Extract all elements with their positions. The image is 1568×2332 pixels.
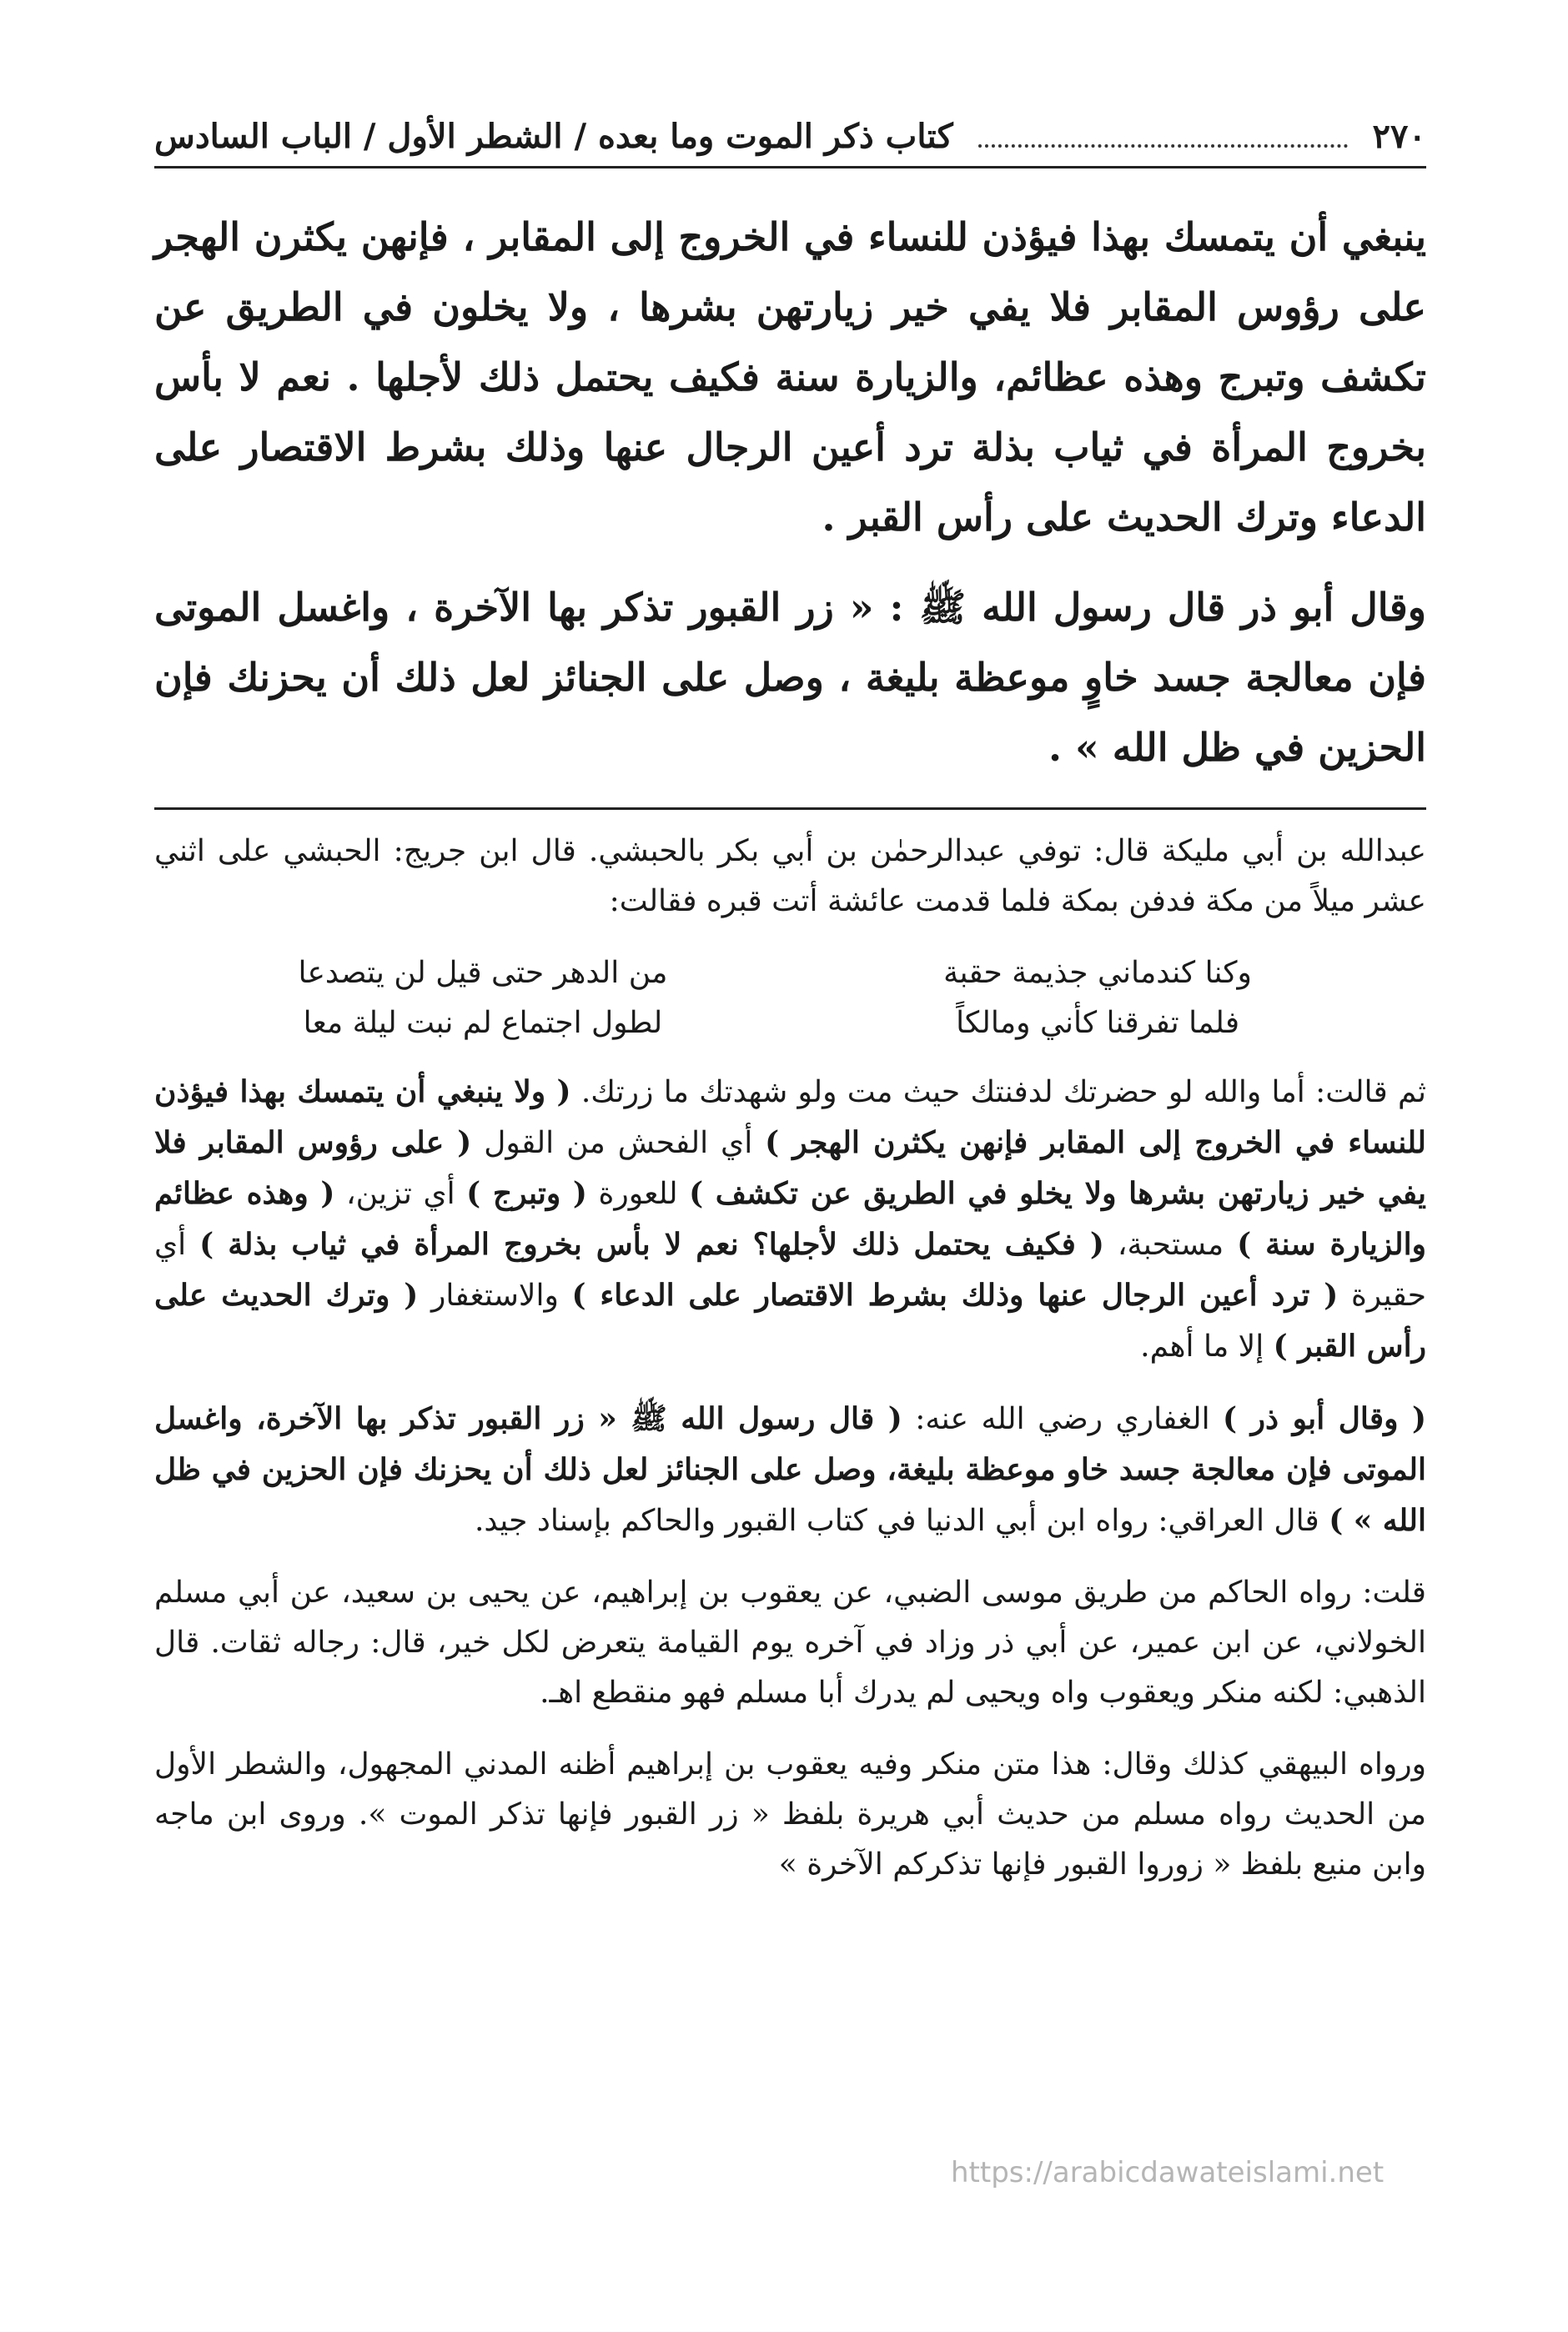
quoted-matn-text: ( ولا ينبغي أن يتمسك بهذا فيؤذن للنساء في الخروج إلى المقابر فإنهن يكثرن الهجر ) bbox=[154, 1074, 1426, 1160]
commentary-text: أي حقيرة bbox=[154, 1228, 1426, 1313]
commentary-paragraph: ورواه البيهقي كذلك وقال: هذا متن منكر وفيه يعقوب بن إبراهيم أظنه المدني المجهول، والشطر الأول من الحديث رواه مسلم من حديث أبي هريرة بلفظ « زر القبور فإنها تذكر الموت ». وروى ابن ماجه وابن منيع بلفظ « زوروا القبور فإنها تذكركم الآخرة » bbox=[154, 1747, 1426, 1882]
poem-hemistich: وكنا كندماني جذيمة حقبة bbox=[943, 956, 1252, 990]
commentary bbox=[154, 827, 1426, 1890]
quoted-matn-text: ( وتبرج ) bbox=[466, 1176, 587, 1211]
poem bbox=[154, 948, 1426, 1048]
running-title: كتاب ذكر الموت وما بعده / الشطر الأول / الباب السادس bbox=[154, 117, 953, 156]
poem-line bbox=[154, 948, 1426, 998]
watermark: https://arabicdawateislami.net bbox=[951, 2156, 1385, 2189]
commentary-text: والاستغفار bbox=[418, 1279, 572, 1313]
running-header bbox=[154, 117, 1426, 168]
poem-hemistich: لطول اجتماع لم نبت ليلة معا bbox=[303, 1006, 663, 1040]
commentary-text: مستحبة، bbox=[1103, 1228, 1238, 1262]
quoted-matn-text: ( وقال أبو ذر ) bbox=[1223, 1401, 1427, 1436]
divider bbox=[154, 807, 1426, 810]
commentary-paragraph: قلت: رواه الحاكم من طريق موسى الضبي، عن يعقوب بن إبراهيم، عن يحيى بن سعيد، عن أبي مسلم الخولاني، عن ابن عمير، عن أبي ذر وزاد في آخره يوم القيامة يتعرض لكل خير، قال: رجاله ثقات. قال الذهبي: لكنه منكر ويعقوب واه ويحيى لم يدرك أبا مسلم فهو منقطع اهـ. bbox=[154, 1576, 1427, 1710]
commentary-paragraph bbox=[154, 1394, 1426, 1546]
commentary-intro: عبدالله بن أبي مليكة قال: توفي عبدالرحمٰن بن أبي بكر بالحبشي. قال ابن جريج: الحبشي على اثني عشر ميلاً من مكة فدفن بمكة فلما قدمت عائشة أتت قبره فقالت: bbox=[154, 834, 1426, 918]
quoted-matn-text: ( فكيف يحتمل ذلك لأجلها؟ نعم لا بأس بخروج المرأة في ثياب بذلة ) bbox=[199, 1227, 1104, 1262]
book-page bbox=[154, 117, 1426, 1912]
quoted-matn-text: ( قال رسول الله ﷺ « زر القبور تذكر بها الآخرة، واغسل الموتى فإن معالجة جسد خاو موعظة بليغة، وصل على الجنائز لعل ذلك أن يحزنك فإن الحزين في ظل الله » ) bbox=[154, 1401, 1426, 1538]
header-dot-leader bbox=[978, 144, 1348, 148]
poem-hemistich: من الدهر حتى قيل لن يتصدعا bbox=[298, 956, 668, 990]
poem-line bbox=[154, 998, 1426, 1048]
quoted-matn-text: ( ترد أعين الرجال عنها وذلك بشرط الاقتصار على الدعاء ) bbox=[571, 1278, 1339, 1313]
quoted-matn-text: ( على رؤوس المقابر فلا يفي خير زيارتهن بشرها ولا يخلو في الطريق عن تكشف ) bbox=[154, 1125, 1426, 1211]
poem-hemistich: فلما تفرقنا كأني ومالكاً bbox=[956, 1006, 1240, 1040]
commentary-text: للعورة bbox=[586, 1177, 690, 1211]
commentary-text: أي تزين، bbox=[334, 1177, 467, 1211]
commentary-text: أي الفحش من القول bbox=[471, 1126, 766, 1160]
main-text bbox=[154, 202, 1426, 782]
quoted-matn-text: ( وترك الحديث على رأس القبر ) bbox=[154, 1278, 1426, 1364]
commentary-paragraph bbox=[154, 1067, 1426, 1372]
commentary-text: ثم قالت: أما والله لو حضرتك لدفنتك حيث مت ولو شهدتك ما زرتك. bbox=[570, 1075, 1426, 1109]
page-number: ٢٧٠ bbox=[1372, 117, 1426, 156]
commentary-text: الغفاري رضي الله عنه: bbox=[902, 1402, 1224, 1436]
main-paragraph: وقال أبو ذر قال رسول الله ﷺ : « زر القبور تذكر بها الآخرة ، واغسل الموتى فإن معالجة جسد خاوٍ موعظة بليغة ، وصل على الجنائز لعل ذلك أن يحزنك فإن الحزين في ظل الله » . bbox=[154, 585, 1426, 770]
commentary-text: قال العراقي: رواه ابن أبي الدنيا في كتاب القبور والحاكم بإسناد جيد. bbox=[474, 1504, 1329, 1538]
main-paragraph: ينبغي أن يتمسك بهذا فيؤذن للنساء في الخروج إلى المقابر ، فإنهن يكثرن الهجر على رؤوس المقابر فلا يفي خير زيارتهن بشرها ، ولا يخلون في الطريق عن تكشف وتبرج وهذه عظائم، والزيارة سنة فكيف يحتمل ذلك لأجلها . نعم لا بأس بخروج المرأة في ثياب بذلة ترد أعين الرجال عنها وذلك بشرط الاقتصار على الدعاء وترك الحديث على رأس القبر . bbox=[154, 214, 1426, 540]
commentary-text: إلا ما أهم. bbox=[1140, 1329, 1274, 1364]
quoted-matn-text: ( وهذه عظائم والزيارة سنة ) bbox=[154, 1176, 1426, 1262]
